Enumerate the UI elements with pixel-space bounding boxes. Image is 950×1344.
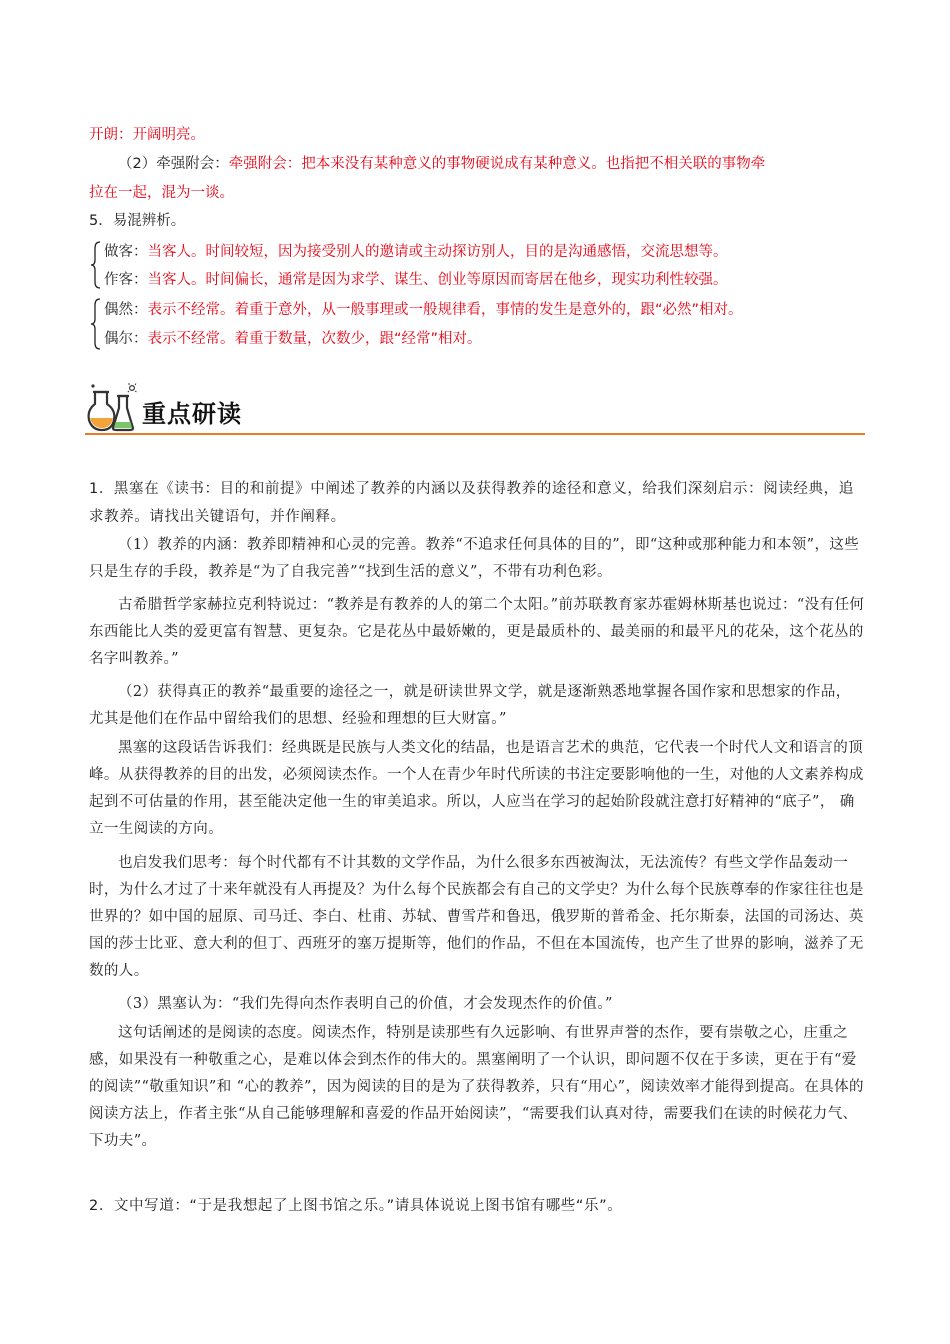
brace-group-1 [90,240,100,290]
question-2: 2．文中写道：“于是我想起了上图书馆之乐。”请具体说说上图书馆有哪些“乐”。 [89,1198,623,1214]
term-zuoke: 做客： [104,244,148,260]
q1-para-3: （2）获得真正的教养“最重要的途径之一，就是研读世界文学，就是逐渐熟悉地掌握各国作家和思想家的作品，尤其是他们在作品中留给我们的思想、经验和理想的巨大财富。” [89,684,851,727]
desc-ouer: 表示不经常。着重于数量，次数少，跟“经常”相对。 [147,331,482,347]
term-ouer: 偶尔： [104,331,148,347]
section-title: 重点研读 [142,400,242,428]
term-ouran: 偶然： [104,302,148,318]
lab-flask-icon [85,382,141,434]
question-1: 1．黑塞在《读书：目的和前提》中阐述了教养的内涵以及获得教养的途径和意义，给我们深刻启示：阅读经典，追求教养。请找出关键语句，并作阐释。 [89,481,854,525]
item5-heading: 5．易混辨析。 [89,213,186,229]
q1-para-5: 也启发我们思考：每个时代都有不计其数的文学作品，为什么很多东西被淘汰，无法流传？有些文学作品轰动一时，为什么才过了十来年就没有人再提及？为什么每个民族都会有自己的文学史？为什么每个民族尊奉的作家往往也是世界的？如中国的屈原、司马迁、李白、杜甫、苏轼、曹雪芹和鲁迅，俄罗斯的普希金、托尔斯泰，法国的司汤达、英国的莎士比亚、意大利的但丁、西班牙的塞万提斯等，他们的作品，不但在本国流传，也产生了世界的影响，滋养了无数的人。 [89,855,864,979]
definition-kailang: 开朗：开阔明亮。 [89,127,205,143]
section-heading [85,382,865,438]
term-zuoke2: 作客： [104,272,148,288]
group1-row-1 [104,242,728,262]
item2-text-b: 拉在一起，混为一谈。 [89,185,234,201]
group2-row-1 [104,300,743,320]
group2-row-2 [104,329,482,349]
q1-para-4: 黑塞的这段话告诉我们：经典既是民族与人类文化的结晶，也是语言艺术的典范，它代表一个时代人文和语言的顶峰。从获得教养的目的出发，必须阅读杰作。一个人在青少年时代所读的书注定要影响他的一生，对他的人文素养构成起到不可估量的作用，甚至能决定他一生的审美追求。所以，人应当在学习的起始阶段就注意打好精神的“底子”， 确立一生阅读的方向。 [89,740,864,837]
desc-zuoke2: 当客人。时间偏长，通常是因为求学、谋生、创业等原因而寄居在他乡，现实功利性较强。 [147,272,728,288]
definition-qianqiangfuhui [118,154,765,174]
item2-label: （2）牵强附会： [118,156,229,172]
brace-group-2 [90,297,100,351]
q1-para-6: （3）黑塞认为：“我们先得向杰作表明自己的价值，才会发现杰作的价值。” [118,996,613,1012]
q1-para-2: 古希腊哲学家赫拉克利特说过：“教养是有教养的人的第二个太阳。”前苏联教育家苏霍姆林斯基也说过：“没有任何东西能比人类的爱更富有智慧、更复杂。它是花丛中最娇嫩的，更是最质朴的、最美丽的和最平凡的花朵，这个花丛的名字叫教养。” [89,597,865,667]
q1-para-7: 这句话阐述的是阅读的态度。阅读杰作，特别是读那些有久远影响、有世界声誉的杰作，要有崇敬之心，庄重之感，如果没有一种敬重之心，是难以体会到杰作的伟大的。黑塞阐明了一个认识，即问题不仅在于多读，更在于有“爱的阅读”“敬重知识”和 “心的教养”，因为阅读的目的是为了获得教养，只有“用心”，阅读效率才能得到提高。在具体的阅读方法上，作者主张“从自己能够理解和喜爱的作品开始阅读”，“需要我们认真对待，需要我们在读的时候花力气、下功夫”。 [89,1025,864,1149]
q1-para-1: （1）教养的内涵：教养即精神和心灵的完善。教养“不追求任何具体的目的”，即“这种或那种能力和本领”，这些只是生存的手段，教养是“为了自我完善”“找到生活的意义”，不带有功利色彩。 [89,537,860,580]
desc-zuoke: 当客人。时间较短，因为接受别人的邀请或主动探访别人，目的是沟通感悟，交流思想等。 [147,244,728,260]
item2-text-a: 牵强附会：把本来没有某种意义的事物硬说成有某种意义。也指把不相关联的事物牵 [228,156,766,172]
desc-ouran: 表示不经常。着重于意外，从一般事理或一般规律看，事情的发生是意外的，跟“必然”相对。 [147,302,743,318]
group1-row-2 [104,270,728,290]
section-rule [85,433,865,435]
